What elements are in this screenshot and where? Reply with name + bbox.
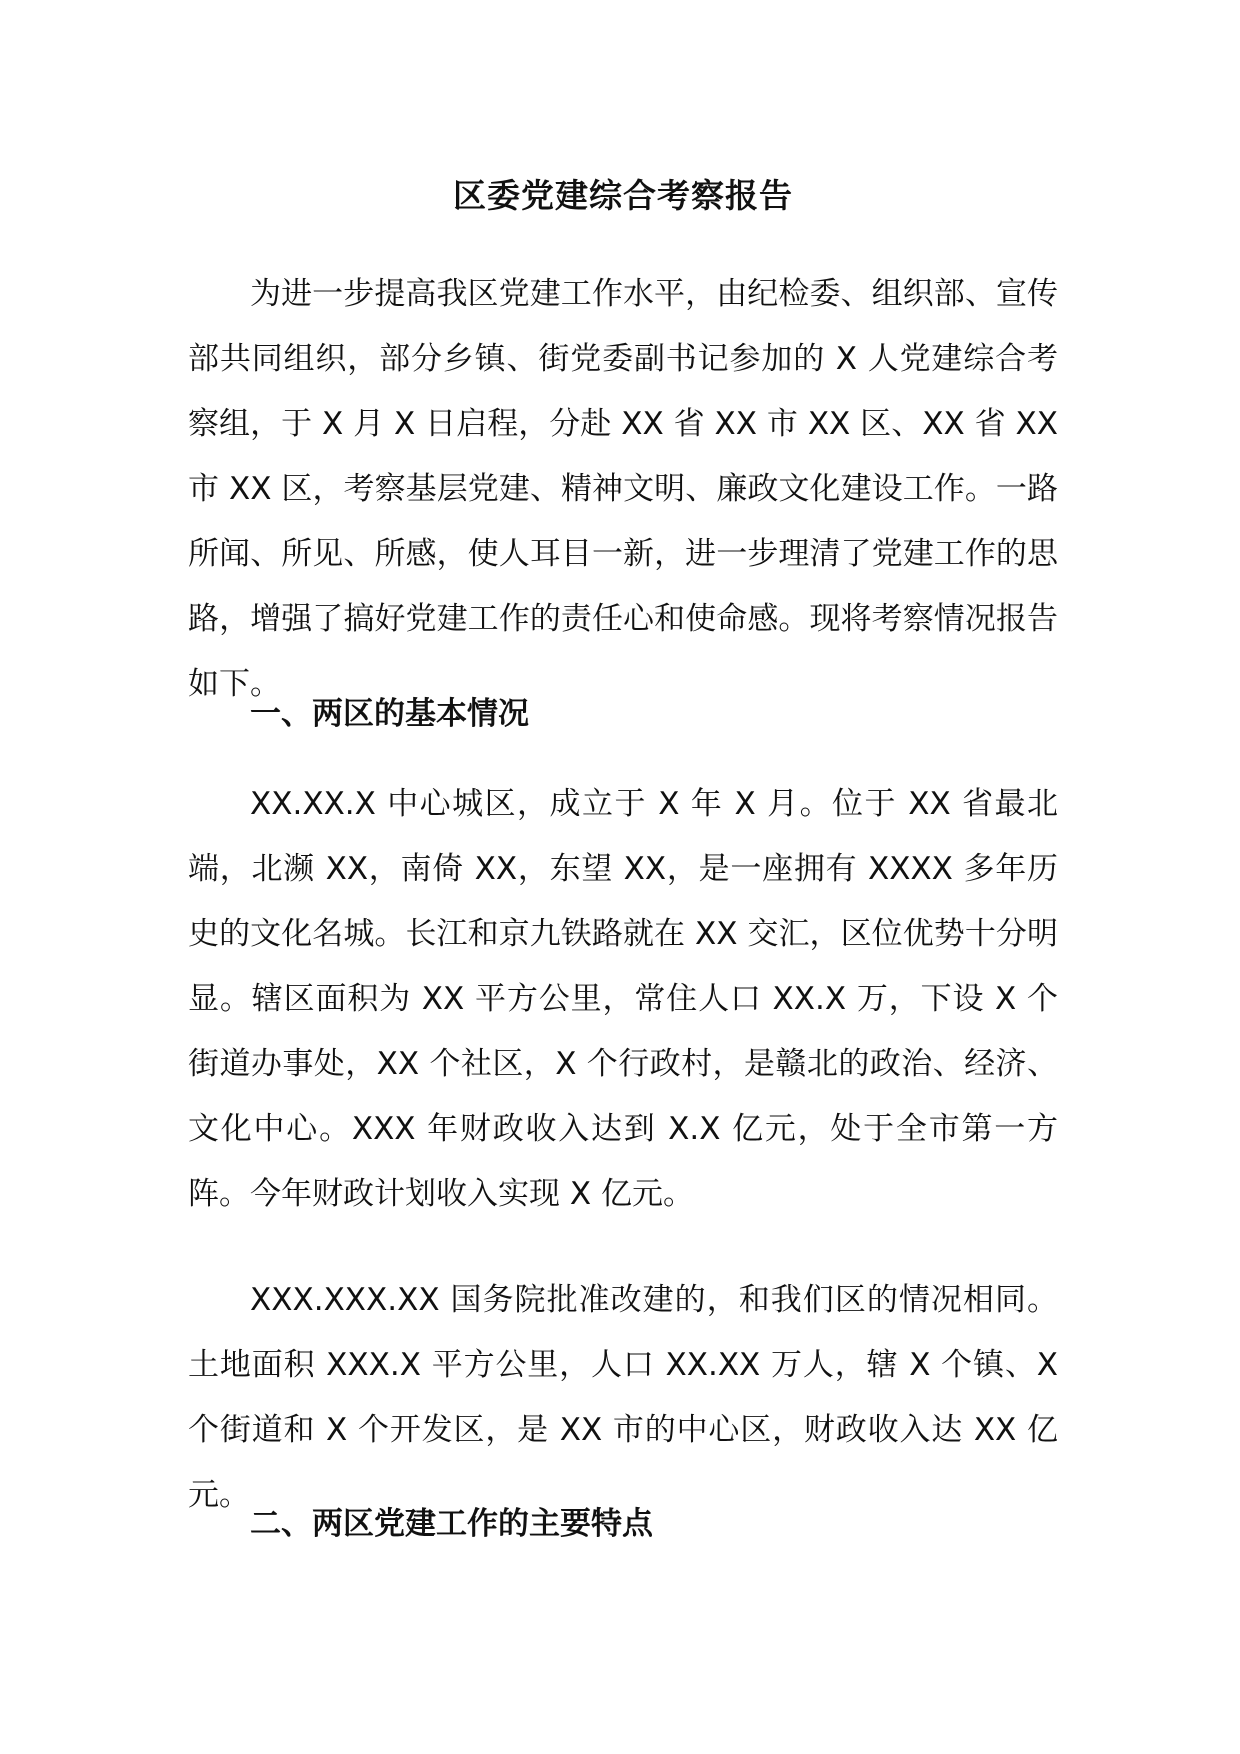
document-page bbox=[188, 0, 1058, 1754]
paragraph-intro: 为进一步提高我区党建工作水平，由纪检委、组织部、宣传部共同组织，部分乡镇、街党委副书记参加的 X 人党建综合考察组，于 X 月 X 日启程，分赴 XX 省 XX 市 XX 区、XX 省 XX 市 XX 区，考察基层党建、精神文明、廉政文化建设工作。一路所闻、所见、所感，使人耳目一新，进一步理清了党建工作的思路，增强了搞好党建工作的责任心和使命感。现将考察情况报告如下。 bbox=[188, 276, 1058, 702]
section-heading-2: 二、两区党建工作的主要特点 bbox=[250, 1506, 653, 1542]
section-heading-1: 一、两区的基本情况 bbox=[250, 696, 529, 732]
paragraph-district-a: XX.XX.X 中心城区，成立于 X 年 X 月。位于 XX 省最北端，北濒 XX，南倚 XX，东望 XX，是一座拥有 XXXX 多年历史的文化名城。长江和京九铁路就在 XX 交汇，区位优势十分明显。辖区面积为 XX 平方公里，常住人口 XX.X 万，下设 X 个街道办事处，XX 个社区，X 个行政村，是赣北的政治、经济、文化中心。XXX 年财政收入达到 X.X 亿元，处于全市第一方阵。今年财政计划收入实现 X 亿元。 bbox=[188, 786, 1058, 1212]
document-title: 区委党建综合考察报告 bbox=[453, 176, 793, 215]
paragraph-district-b: XXX.XXX.XX 国务院批准改建的，和我们区的情况相同。土地面积 XXX.X 平方公里，人口 XX.XX 万人，辖 X 个镇、X 个街道和 X 个开发区，是 XX 市的中心区，财政收入达 XX 亿元。 bbox=[188, 1282, 1058, 1513]
